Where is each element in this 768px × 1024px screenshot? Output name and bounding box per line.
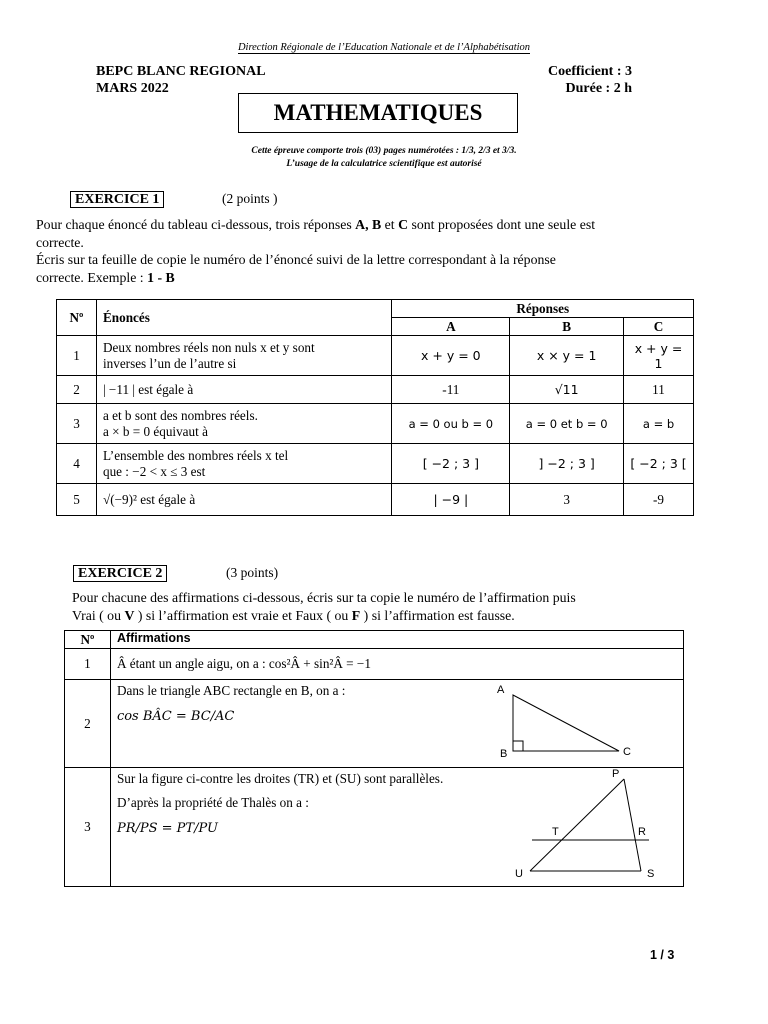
row-num: 1 [65,649,111,680]
table-row [57,444,694,484]
col-b: B [510,318,624,336]
page-number: 1 / 3 [650,948,675,962]
enonce-line1: L’ensemble des nombres réels x tel [102,447,289,463]
table-row [57,376,694,404]
intro-f: F [351,607,361,623]
label-p: P [612,768,620,780]
intro-c: C [398,217,409,232]
answer-c: 11 [624,376,694,404]
answer-b: 3 [510,484,624,516]
answer-b: ] −2 ; 3 ] [510,444,624,484]
exercise2-intro [72,589,712,624]
col-reponses: Réponses [392,300,694,318]
pages-note: Cette épreuve comporte trois (03) pages numérotées : 1/3, 2/3 et 3/3. [251,146,517,156]
answer-b: a = 0 et b = 0 [510,404,624,444]
label-u: U [515,868,523,880]
answer-a: a = 0 ou b = 0 [392,404,510,444]
exercise1-table [56,299,694,516]
thales-figure [510,765,670,883]
affirmation: Â étant un angle aigu, on a : cos²Â + sin²Â = −1 [110,649,683,680]
exercise2-heading [73,564,167,582]
line-pu [530,779,624,871]
row-num: 3 [65,768,111,887]
intro-et: et [381,217,399,232]
page-title: MATHEMATIQUES [238,93,518,133]
answer-a: [ −2 ; 3 ] [392,444,510,484]
enonce-line2: inverses l’un de l’autre si [102,355,237,371]
col-enonces: Énoncés [96,300,391,336]
row-enonce [96,404,391,444]
header-direction: Direction Régionale de l’Education Nationale et de l’Alphabétisation [237,42,531,53]
coefficient: Coefficient : 3 [548,64,632,79]
label-r: R [638,826,646,838]
enonce-line1: √(−9)² est égale à [102,491,196,507]
col-c: C [624,318,694,336]
affirmation-formula: PR/PS = PT/PU [116,821,218,836]
enonce-line1: | −11 | est égale à [102,381,194,397]
row-enonce [96,336,391,376]
instruction-line2: correcte. Exemple : [36,269,148,285]
col-num: Nº [57,300,97,336]
row-num: 2 [65,680,111,768]
row-enonce [96,444,391,484]
intro-part-a: Vrai ( ou [72,607,125,623]
intro-text: Pour chaque énoncé du tableau ci-dessous, trois réponses [36,217,356,232]
row-num: 4 [57,444,97,484]
row-enonce [96,376,391,404]
col-affirmations: Affirmations [110,631,683,649]
intro-part-c: ) si l’affirmation est fausse. [360,607,515,623]
affirmation-text-2: D’après la propriété de Thalès on a : [116,795,309,810]
triangle-abc-figure [490,680,640,762]
affirmation-text: Dans le triangle ABC rectangle en B, on a : [116,683,346,698]
label-s: S [647,868,655,880]
table-row [57,404,694,444]
exercise2-label: EXERCICE 2 [73,565,167,582]
answer-a: -11 [392,376,510,404]
answer-a: x + y = 0 [392,336,510,376]
enonce-line1: Deux nombres réels non nuls x et y sont [102,339,315,355]
intro-text-2: sont proposées dont une seule est [408,217,596,232]
intro-part-b: ) si l’affirmation est vraie et Faux ( ou [134,607,352,623]
enonce-line2: que : −2 < x ≤ 3 est [102,463,206,479]
exercise1-intro [36,216,696,286]
row-enonce [96,484,391,516]
affirmation-formula: cos BÂC = BC/AC [116,709,235,724]
row-num: 3 [57,404,97,444]
calculator-note: L’usage de la calculatrice scientifique est autorisé [286,159,482,169]
answer-c: [ −2 ; 3 [ [624,444,694,484]
col-num: Nº [65,631,111,649]
answer-c: a = b [624,404,694,444]
label-a: A [497,684,505,696]
col-a: A [392,318,510,336]
enonce-line1: a et b sont des nombres réels. [102,407,258,423]
example: 1 - B [147,269,175,285]
answer-b: x × y = 1 [510,336,624,376]
exercise2-points: (3 points) [226,565,279,580]
intro-line1: Pour chacune des affirmations ci-dessous, écris sur ta copie le numéro de l’affirmation puis [72,590,576,605]
triangle-abc [513,695,619,751]
table-row [57,336,694,376]
table-row [65,649,684,680]
row-num: 1 [57,336,97,376]
duration: Durée : 2 h [565,81,632,96]
intro-ab: A, B [355,217,382,232]
exercise1-label: EXERCICE 1 [70,191,164,208]
instruction-line1: Écris sur ta feuille de copie le numéro de l’énoncé suivi de la lettre correspondant à la réponse [36,252,556,267]
exam-date: MARS 2022 [96,81,169,96]
exam-name: BEPC BLANC REGIONAL [96,64,266,79]
exam-meta [520,63,632,97]
exam-info [96,63,266,97]
exercise1-points: (2 points ) [222,191,278,206]
row-num: 2 [57,376,97,404]
answer-a: | −9 | [392,484,510,516]
intro-v: V [124,607,135,623]
right-angle-mark [513,741,523,751]
affirmation-text: Sur la figure ci-contre les droites (TR) et (SU) sont parallèles. [116,771,444,786]
table-row [57,484,694,516]
intro-line2: correcte. [36,234,84,250]
label-t: T [552,826,559,838]
label-b: B [500,748,508,760]
line-ps [624,779,641,871]
answer-c: x + y = 1 [624,336,694,376]
enonce-line2: a × b = 0 équivaut à [102,423,208,439]
label-c: C [623,746,631,758]
exercise1-heading [70,190,164,208]
answer-c: -9 [624,484,694,516]
row-num: 5 [57,484,97,516]
answer-b: √11 [510,376,624,404]
